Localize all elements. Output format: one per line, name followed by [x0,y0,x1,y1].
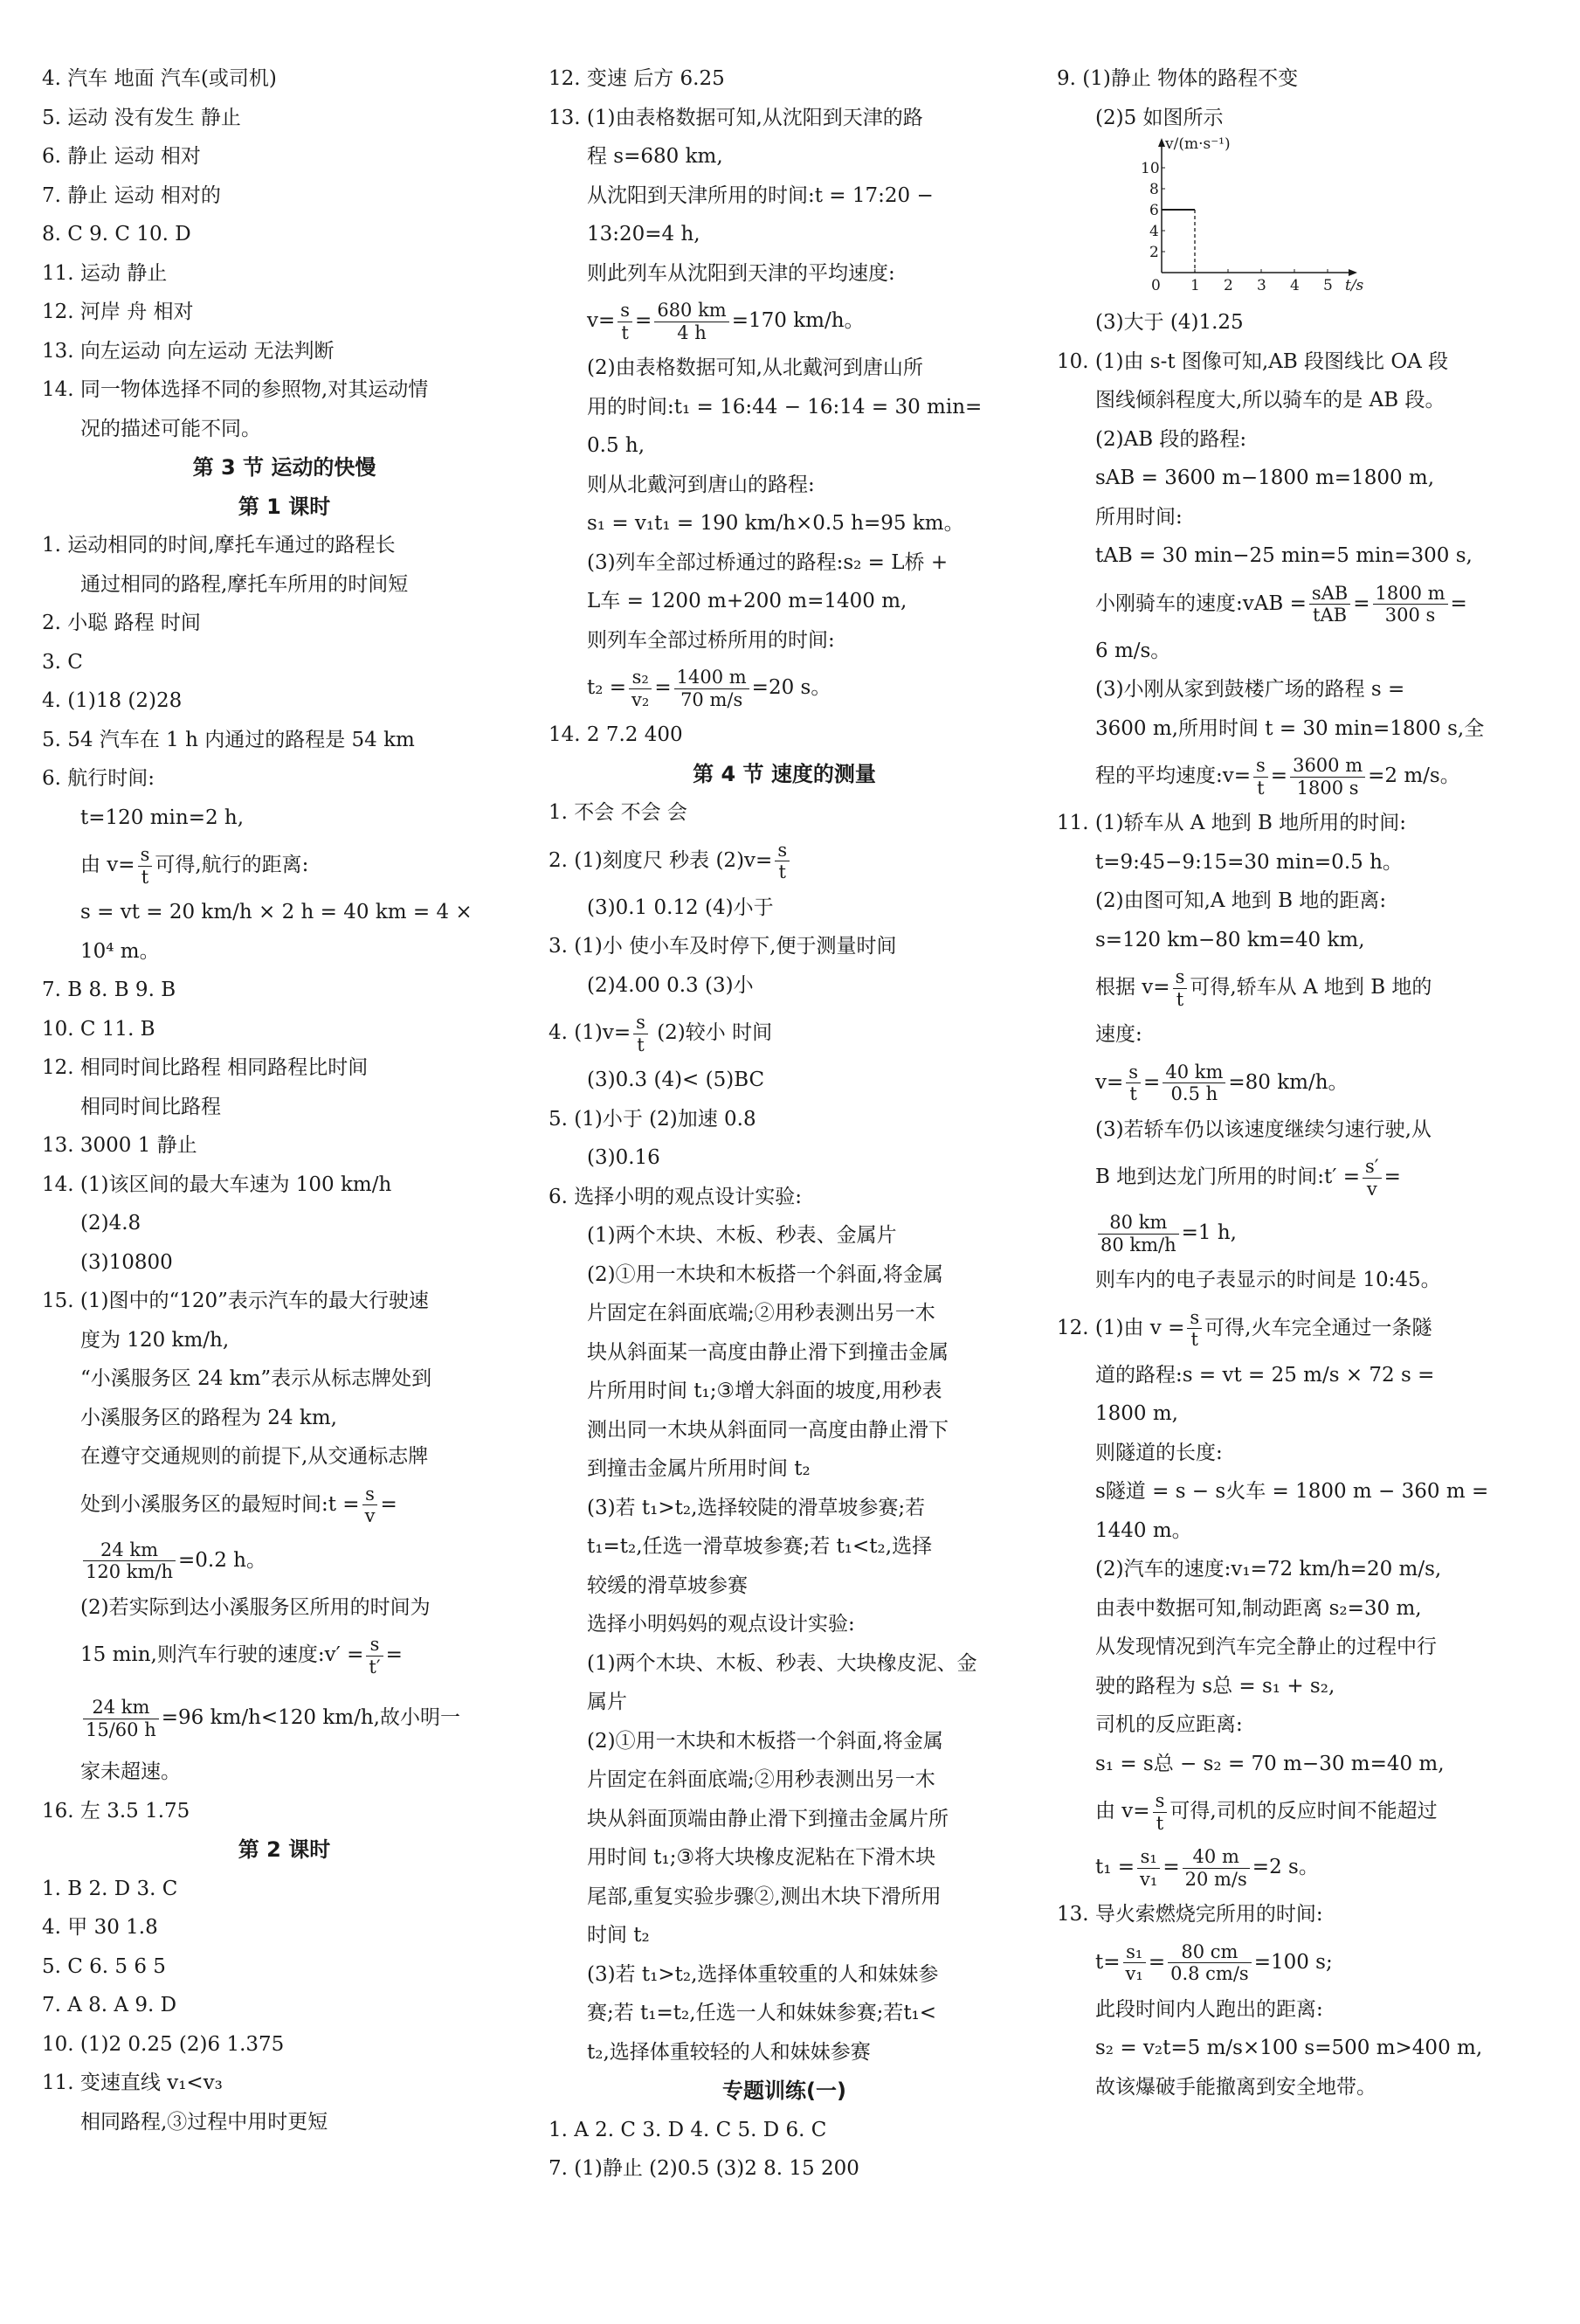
fraction-numerator: s₁ [1123,1941,1146,1963]
answer-line: 相同时间比路程 [80,1095,221,1118]
fraction-numerator: s [1173,966,1188,988]
fraction-numerator: s [618,300,632,322]
formula-line [1057,1934,1546,1990]
answer-line: 4. (1)18 (2)28 [42,689,183,712]
answer-line: s=120 km−80 km=40 km, [1095,928,1365,951]
formula-text: 4. (1)v= [549,1021,631,1044]
fraction-denominator: 300 s [1384,605,1436,626]
fraction-denominator: 1800 s [1296,777,1359,799]
fraction-denominator: 80 km/h [1100,1234,1176,1255]
answer-line: 在遵守交通规则的前提下,从交通标志牌 [80,1445,429,1468]
formula-line [42,837,527,893]
fraction-denominator: t [1190,1329,1198,1350]
answer-line: 相同路程,③过程中用时更短 [80,2110,328,2134]
answer-line: 片固定在斜面底端;②用秒表测出另一木 [587,1768,935,1791]
formula-text: v= [1095,1070,1124,1094]
fraction [775,840,790,882]
answer-line: 10⁴ m。 [80,939,160,963]
answer-line: (1)两个木块、木板、秒表、金属片 [587,1224,897,1247]
answer-line: 6. 航行时间: [42,767,155,790]
formula-text: = [1450,591,1467,615]
answer-block-10-13 [1057,303,1546,2106]
fraction [362,1484,378,1526]
formula-text: 由 v= [1095,1800,1150,1823]
fraction-denominator: 20 m/s [1184,1868,1247,1890]
answer-line: 家未超速。 [80,1760,181,1783]
y-tick-label: 10 [1141,160,1160,177]
answer-line: 6 m/s。 [1095,639,1171,662]
formula-text: = [635,309,652,332]
formula-text: 处到小溪服务区的最短时间:t = [80,1492,360,1516]
answer-line: 10. (1)2 0.25 (2)6 1.375 [42,2032,285,2056]
fraction-numerator: s [366,1634,383,1656]
answer-line: 8. C 9. C 10. D [42,223,191,246]
answer-line: 则车内的电子表显示的时间是 10:45。 [1095,1269,1441,1291]
formula-line [1057,1149,1546,1205]
formula-line [42,1532,527,1588]
y-axis-label: v/(m·s⁻¹) [1165,137,1231,153]
answer-line: (3)10800 [80,1250,173,1274]
answer-line: 用时间 t₁;③将大块橡皮泥粘在下滑木块 [587,1846,936,1869]
answer-line: (3)0.16 [587,1146,660,1169]
answer-line: 从沈阳到天津所用的时间:t = 17:20 − [587,183,934,207]
answer-line: 6. 静止 运动 相对 [42,145,201,168]
answer-line: 13:20=4 h, [587,223,700,246]
answer-line: 程 s=680 km, [587,145,723,168]
fraction-numerator: 3600 m [1290,755,1365,777]
x-tick-label: 3 [1257,277,1266,294]
answer-line: 12. 河岸 舟 相对 [42,301,194,323]
answer-line: (3)小刚从家到鼓楼广场的路程 s = [1095,678,1405,701]
formula-line [1057,1300,1546,1356]
formula-text: 根据 v= [1095,976,1170,999]
answer-line: 12. 相同时间比路程 相同路程比时间 [42,1056,369,1079]
answer-column-2 [549,59,1020,2189]
x-tick-label: 5 [1323,277,1333,294]
fraction-denominator: 0.5 h [1170,1083,1218,1104]
fraction-numerator: s [775,840,790,861]
answer-line: 12. 变速 后方 6.25 [549,67,725,90]
answer-line: 11. 变速直线 v₁<v₃ [42,2072,223,2094]
fraction [1126,1062,1141,1104]
formula-text: =20 s。 [751,676,831,699]
answer-line: 此段时间内人跑出的距离: [1095,1997,1323,2021]
answer-line: (2)①用一木块和木板搭一个斜面,将金属 [587,1262,943,1286]
answer-line: (1)两个木块、木板、秒表、大块橡皮泥、金 [587,1651,977,1675]
fraction [1253,755,1268,798]
answer-line: 7. B 8. B 9. B [42,979,176,1001]
answer-line: (2)AB 段的路程: [1095,427,1247,451]
formula-text: = [1163,1856,1180,1878]
answer-line: 则隧道的长度: [1095,1441,1223,1464]
x-tick-label: 2 [1224,277,1233,294]
fraction-denominator: 4 h [677,322,707,343]
answer-line: 5. 运动 没有发生 静止 [42,106,241,129]
answer-line: L车 = 1200 m+200 m=1400 m, [587,590,907,612]
vt-graph [1057,137,1546,303]
answer-line: 5. C 6. 5 6 5 [42,1954,166,1978]
vt-graph-svg [1127,137,1389,303]
fraction [1187,1307,1202,1350]
formula-line [1057,1055,1546,1110]
fraction [1123,1941,1146,1984]
answer-line: 图线倾斜程度大,所以骑车的是 AB 段。 [1095,389,1445,412]
answer-line: 尾部,重复实验步骤②,测出木块下滑所用 [587,1885,942,1908]
answer-line: 况的描述可能不同。 [80,417,261,440]
fraction [618,300,632,342]
answer-line: (2)①用一木块和木板搭一个斜面,将金属 [587,1729,943,1753]
formula-line [549,833,1020,889]
answer-line: 3. C [42,650,83,674]
answer-line: 则此列车从沈阳到天津的平均速度: [587,261,895,285]
x-axis-label: t/s [1345,277,1364,294]
answer-line: (2)5 如图所示 [1095,106,1224,129]
formula-line [1057,959,1546,1015]
answer-line: 13. 向左运动 向左运动 无法判断 [42,339,335,363]
answer-line: 通过相同的路程,摩托车所用的时间短 [80,572,409,596]
fraction-numerator: s [1187,1307,1202,1329]
formula-text: 可得,航行的距离: [155,854,309,876]
answer-line: 1440 m。 [1095,1518,1192,1542]
fraction-numerator: s [633,1012,648,1034]
answer-line: (3)列车全部过桥通过的路程:s₂ = L桥 + [587,550,949,574]
fraction-numerator: 1400 m [674,667,749,688]
answer-line: 赛;若 t₁=t₂,任选一人和妹妹参赛;若t₁< [587,2002,937,2024]
answer-line: t₂,选择体重较轻的人和妹妹参赛 [587,2040,871,2064]
answer-line: 故该爆破手能撤离到安全地带。 [1095,2075,1376,2099]
answer-block-9 [1057,59,1546,137]
answer-line: (2)汽车的速度:v₁=72 km/h=20 m/s, [1095,1558,1442,1580]
answer-line: 0.5 h, [587,434,645,457]
answer-line: 16. 左 3.5 1.75 [42,1799,190,1823]
y-tick-label: 4 [1149,223,1159,240]
fraction-numerator: 24 km [83,1697,159,1719]
formula-text: 15 min,则汽车行驶的速度:v′ = [80,1643,364,1666]
answer-line: s₂ = v₂t=5 m/s×100 s=500 m>400 m, [1095,2037,1483,2059]
answer-line: “小溪服务区 24 km”表示从标志牌处到 [80,1367,432,1390]
x-tick-label: 0 [1151,277,1161,294]
fraction-numerator: 40 m [1183,1846,1250,1868]
fraction-numerator: s₂ [629,667,652,688]
answer-line: 4. 甲 30 1.8 [42,1916,158,1939]
section-heading: 第 2 课时 [238,1837,331,1862]
section-heading: 第 1 课时 [238,494,331,519]
fraction-denominator: t [1257,777,1265,799]
answer-line: s = vt = 20 km/h × 2 h = 40 km = 4 × [80,901,473,923]
formula-text: = [1143,1070,1161,1094]
fraction-denominator: v [364,1505,376,1526]
fraction [1309,583,1350,626]
fraction [1290,755,1365,798]
answer-line: 5. 54 汽车在 1 h 内通过的路程是 54 km [42,728,415,751]
fraction-denominator: 70 m/s [680,688,743,710]
y-tick-label: 8 [1149,181,1159,198]
formula-text: = [380,1492,397,1516]
formula-line [1057,576,1546,632]
answer-line: 测出同一木块从斜面同一高度由静止滑下 [587,1418,949,1442]
answer-line: 13. (1)由表格数据可知,从沈阳到天津的路 [549,106,923,129]
answer-line: 14. 同一物体选择不同的参照物,对其运动情 [42,378,429,401]
fraction-numerator: s [1153,1790,1168,1812]
answer-line: 从发现情况到汽车完全静止的过程中行 [1095,1636,1437,1658]
fraction-denominator: t [778,861,786,882]
fraction-denominator: t [1176,988,1184,1010]
fraction-numerator: 1800 m [1373,583,1448,605]
fraction-denominator: t [1156,1812,1164,1834]
answer-line: 用的时间:t₁ = 16:44 − 16:14 = 30 min= [587,395,983,418]
answer-line: (2)由表格数据可知,从北戴河到唐山所 [587,356,923,379]
answer-line: 1800 m, [1095,1402,1178,1425]
fraction [138,844,153,887]
formula-text: =2 s。 [1252,1856,1319,1878]
fraction [629,667,652,709]
answer-line: 由表中数据可知,制动距离 s₂=30 m, [1095,1596,1422,1620]
answer-line: 13. 3000 1 静止 [42,1134,197,1157]
fraction-numerator: sAB [1309,583,1350,605]
section-heading: 第 3 节 运动的快慢 [192,455,376,480]
answer-line: 11. (1)轿车从 A 地到 B 地所用的时间: [1057,812,1406,834]
x-tick-label: 4 [1290,277,1300,294]
formula-line [1057,1839,1546,1895]
answer-line: 5. (1)小于 (2)加速 0.8 [549,1107,756,1131]
answer-line: 片固定在斜面底端;②用秒表测出另一木 [587,1302,935,1325]
formula-text: B 地到达龙门所用的时间:t′ = [1095,1165,1361,1188]
answer-line: 驶的路程为 s总 = s₁ + s₂, [1095,1674,1335,1698]
answer-line: 3. (1)小 使小车及时停下,便于测量时间 [549,935,897,958]
fraction [674,667,749,709]
fraction-denominator: v₁ [1125,1963,1143,1984]
answer-line: 则列车全部过桥所用的时间: [587,628,835,652]
formula-text: =0.2 h。 [178,1548,266,1572]
answer-line: (3)0.3 (4)< (5)BC [587,1069,765,1091]
answer-line: 4. 汽车 地面 汽车(或司机) [42,67,277,90]
fraction [1168,1941,1252,1984]
answer-line: (3)大于 (4)1.25 [1095,311,1244,334]
formula-text: (2)较小 时间 [650,1021,773,1044]
answer-line: (3)若 t₁>t₂,选择体重较重的人和妹妹参 [587,1962,939,1986]
answer-line: t=9:45−9:15=30 min=0.5 h。 [1095,850,1403,874]
fraction [83,1697,159,1740]
answer-line: tAB = 30 min−25 min=5 min=300 s, [1095,544,1473,567]
answer-column-1 [42,59,527,2141]
formula-line [1057,748,1546,804]
formula-line [42,1477,527,1532]
answer-line: (3)若 t₁>t₂,选择较陡的滑草坡参赛;若 [587,1496,926,1519]
formula-text: =2 m/s。 [1368,764,1460,787]
fraction-denominator: 0.8 cm/s [1170,1963,1249,1984]
fraction [366,1634,383,1677]
answer-line: 较缓的滑草坡参赛 [587,1574,748,1597]
formula-text: 12. (1)由 v = [1057,1316,1185,1339]
fraction-denominator: tAB [1313,605,1348,626]
formula-line [1057,1783,1546,1839]
answer-line: 13. 导火索燃烧完所用的时间: [1057,1903,1323,1926]
formula-text: = [654,676,672,699]
fraction-numerator: s [1253,755,1268,777]
formula-line [549,293,1020,349]
fraction-numerator: s [1126,1062,1141,1083]
fraction-numerator: s [362,1484,378,1505]
answer-line: 14. (1)该区间的最大车速为 100 km/h [42,1172,392,1196]
formula-text: = [1148,1950,1166,1974]
answer-line: 1. 不会 不会 会 [549,801,687,824]
formula-line [42,1627,527,1683]
answer-line: 15. (1)图中的“120”表示汽车的最大行驶速 [42,1290,429,1312]
answer-line: t=120 min=2 h, [80,806,245,829]
fraction-denominator: t [1129,1083,1137,1104]
answer-line: 司机的反应距离: [1095,1713,1243,1736]
formula-text: 2. (1)刻度尺 秒表 (2)v= [549,848,773,872]
answer-line: 速度: [1095,1023,1142,1046]
answer-line: 1. 运动相同的时间,摩托车通过的路程长 [42,534,396,557]
formula-text: =170 km/h。 [731,309,865,332]
answer-line: (2)4.8 [80,1212,141,1235]
formula-text: t= [1095,1950,1121,1974]
formula-text: t₁ = [1095,1856,1135,1878]
answer-line: 2. 小聪 路程 时间 [42,612,201,634]
x-axis-arrow [1349,269,1357,276]
fraction-denominator: 15/60 h [86,1719,156,1740]
answer-line: 1. A 2. C 3. D 4. C 5. D 6. C [549,2118,827,2141]
answer-line: (2)若实际到达小溪服务区所用的时间为 [80,1595,431,1619]
fraction [1363,1156,1382,1199]
fraction-denominator: v [1366,1178,1377,1200]
answer-line: 11. 运动 静止 [42,261,168,285]
answer-line: (3)若轿车仍以该速度继续匀速行驶,从 [1095,1117,1432,1141]
formula-text: =96 km/h<120 km/h,故小明一 [161,1706,460,1729]
formula-line [549,660,1020,716]
formula-text: 可得,司机的反应时间不能超过 [1169,1800,1438,1823]
fraction [1163,1062,1225,1104]
answer-line: 10. (1)由 s-t 图像可知,AB 段图线比 OA 段 [1057,349,1449,373]
formula-text: = [1270,764,1288,787]
answer-column-3 [1057,59,1546,2106]
answer-line: s隧道 = s − s火车 = 1800 m − 360 m = [1095,1480,1489,1503]
formula-text: =100 s; [1253,1950,1333,1974]
answer-line: (3)0.1 0.12 (4)小于 [587,896,774,919]
fraction-denominator: t′ [369,1656,381,1677]
section-heading: 第 4 节 速度的测量 [693,761,876,786]
formula-text: = [1383,1165,1401,1188]
fraction [1183,1846,1250,1889]
answer-line: (2)由图可知,A 地到 B 地的距离: [1095,889,1387,912]
fraction-denominator: t [141,866,149,888]
fraction [1137,1846,1160,1889]
answer-line: 9. (1)静止 物体的路程不变 [1057,67,1299,90]
formula-text: 可得,火车完全通过一条隧 [1204,1316,1432,1339]
formula-text: 小刚骑车的速度:vAB = [1095,591,1307,615]
answer-line: sAB = 3600 m−1800 m=1800 m, [1095,467,1435,489]
answer-line: 小溪服务区的路程为 24 km, [80,1406,337,1429]
formula-text: =80 km/h。 [1228,1070,1349,1094]
y-tick-label: 6 [1149,202,1159,219]
answer-line: 块从斜面顶端由静止滑下到撞击金属片所 [587,1807,949,1830]
answer-line: 1. B 2. D 3. C [42,1877,178,1900]
answer-line: 14. 2 7.2 400 [549,723,683,746]
answer-line: 道的路程:s = vt = 25 m/s × 72 s = [1095,1363,1435,1387]
fraction-numerator: 40 km [1163,1062,1225,1083]
formula-text: = [1353,591,1370,615]
fraction [654,300,728,342]
formula-line [42,1683,527,1753]
answer-line: 片所用时间 t₁;③增大斜面的坡度,用秒表 [587,1380,942,1402]
answer-line: t₁=t₂,任选一滑草坡参赛;若 t₁<t₂,选择 [587,1535,933,1558]
fraction [1098,1212,1179,1255]
answer-line: 属片 [587,1691,627,1713]
formula-text: v= [587,309,616,332]
x-tick-label: 1 [1190,277,1200,294]
fraction-numerator: 80 cm [1168,1941,1252,1963]
answer-line: 6. 选择小明的观点设计实验: [549,1185,803,1208]
fraction-denominator: 120 km/h [86,1561,173,1582]
fraction [1153,1790,1168,1833]
fraction-numerator: s₁ [1137,1846,1160,1868]
answer-line: 10. C 11. B [42,1017,155,1041]
answer-line: (2)4.00 0.3 (3)小 [587,973,754,997]
formula-text: = [385,1643,403,1666]
answer-line: 到撞击金属片所用时间 t₂ [587,1457,811,1480]
answer-line: s₁ = s总 − s₂ = 70 m−30 m=40 m, [1095,1752,1445,1775]
fraction [83,1539,176,1582]
answer-line: 块从斜面某一高度由静止滑下到撞击金属 [587,1340,949,1364]
answer-line: 3600 m,所用时间 t = 30 min=1800 s,全 [1095,716,1485,740]
fraction-numerator: s [138,844,153,866]
fraction-numerator: 80 km [1098,1212,1179,1234]
y-axis-arrow [1158,138,1165,147]
answer-line: 则从北戴河到唐山的路程: [587,473,815,496]
answer-line: 7. (1)静止 (2)0.5 (3)2 8. 15 200 [549,2157,859,2180]
formula-text: 由 v= [80,854,135,876]
formula-text: 程的平均速度:v= [1095,764,1252,787]
answer-line: 所用时间: [1095,505,1183,529]
fraction [1173,966,1188,1009]
fraction [1373,583,1448,626]
section-heading: 专题训练(一) [722,2078,846,2103]
formula-line [1057,1205,1546,1261]
fraction-numerator: 680 km [654,300,728,322]
fraction-denominator: t [621,322,629,343]
fraction-numerator: 24 km [83,1539,176,1561]
fraction-numerator: s′ [1363,1156,1382,1178]
formula-text: 可得,轿车从 A 地到 B 地的 [1190,976,1432,999]
formula-line [549,1005,1020,1061]
formula-text: =1 h, [1181,1221,1237,1244]
answer-line: 7. 静止 运动 相对的 [42,183,221,207]
y-tick-label: 2 [1149,244,1159,261]
answer-line: 7. A 8. A 9. D [42,1994,177,2016]
formula-text: t₂ = [587,676,627,699]
fraction-denominator: v₁ [1140,1868,1158,1890]
answer-line: 选择小明妈妈的观点设计实验: [587,1613,855,1636]
fraction-denominator: t [637,1034,645,1055]
fraction-denominator: v₂ [631,688,650,710]
answer-line: s₁ = v₁t₁ = 190 km/h×0.5 h=95 km。 [587,512,964,535]
answer-line: 度为 120 km/h, [80,1328,230,1352]
fraction [633,1012,648,1055]
answer-line: 时间 t₂ [587,1924,650,1947]
